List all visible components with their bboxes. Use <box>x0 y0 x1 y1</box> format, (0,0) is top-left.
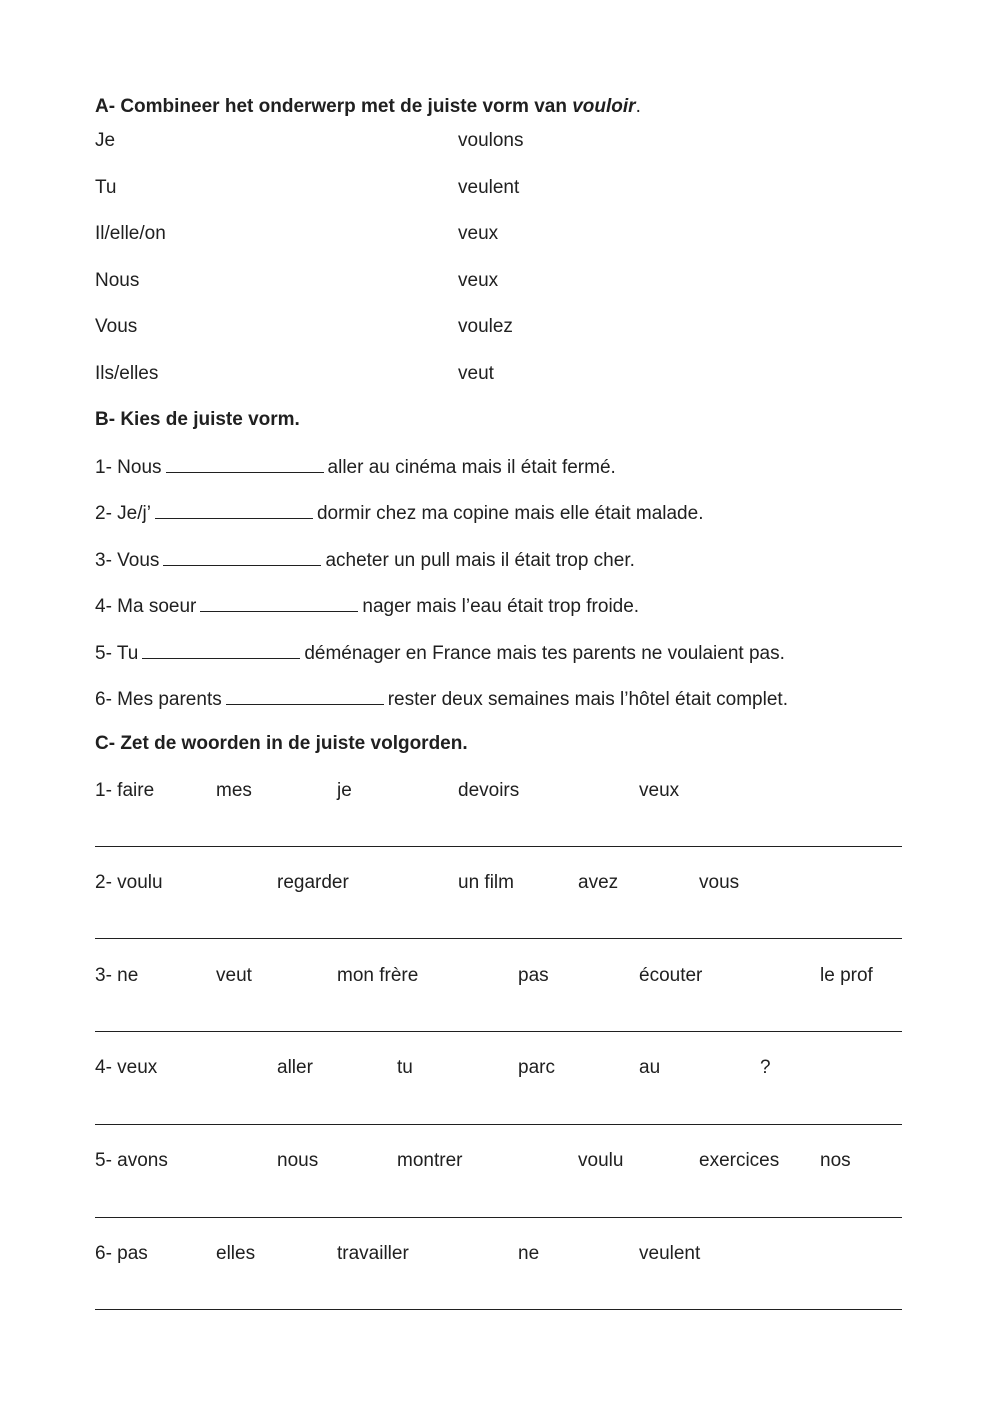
verb-form-item: veux <box>458 223 499 244</box>
scrambled-word: ? <box>760 1057 771 1078</box>
sentence-end: acheter un pull mais il était trop cher. <box>325 550 635 571</box>
answer-blank[interactable] <box>226 687 384 705</box>
fill-in-sentence <box>95 501 703 525</box>
scrambled-word: je <box>337 780 352 801</box>
scrambled-word: voulu <box>578 1150 624 1171</box>
fill-in-sentence <box>95 641 785 665</box>
scrambled-word: au <box>639 1057 661 1078</box>
verb-form-item: veux <box>458 270 499 291</box>
answer-line[interactable] <box>95 1031 902 1032</box>
scrambled-word: montrer <box>397 1150 463 1171</box>
scrambled-word: mes <box>216 780 252 801</box>
scrambled-word: travailler <box>337 1243 409 1264</box>
scrambled-word: veut <box>216 965 252 986</box>
subject-item: Tu <box>95 177 117 198</box>
answer-blank[interactable] <box>166 455 324 473</box>
scrambled-word: exercices <box>699 1150 780 1171</box>
sentence-end: dormir chez ma copine mais elle était malade. <box>316 503 704 524</box>
fill-in-sentence <box>95 455 616 479</box>
sentence-start: 6- Mes parents <box>95 689 222 710</box>
sentence-end: rester deux semaines mais l’hôtel était complet. <box>387 689 788 710</box>
scrambled-word: veulent <box>639 1243 701 1264</box>
scrambled-word: 3- ne <box>95 965 139 986</box>
verb-form-item: voulons <box>458 130 524 151</box>
fill-in-sentence <box>95 687 788 711</box>
section-c-heading: C- Zet de woorden in de juiste volgorden. <box>95 733 468 754</box>
section-a-heading-prefix: A- Combineer het onderwerp met de juiste vorm van <box>95 96 573 117</box>
scrambled-word: nos <box>820 1150 851 1171</box>
scrambled-word: ne <box>518 1243 540 1264</box>
scrambled-word: aller <box>277 1057 313 1078</box>
scrambled-word: regarder <box>277 872 349 893</box>
scrambled-word: 5- avons <box>95 1150 168 1171</box>
scrambled-word: écouter <box>639 965 703 986</box>
answer-blank[interactable] <box>155 501 313 519</box>
subject-item: Ils/elles <box>95 363 159 384</box>
answer-blank[interactable] <box>200 594 358 612</box>
fill-in-sentence <box>95 548 635 572</box>
scrambled-word: mon frère <box>337 965 419 986</box>
answer-line[interactable] <box>95 846 902 847</box>
section-a-heading-suffix: . <box>635 96 641 117</box>
scrambled-word: pas <box>518 965 549 986</box>
sentence-start: 5- Tu <box>95 643 139 664</box>
scrambled-word: veux <box>639 780 680 801</box>
sentence-end: nager mais l’eau était trop froide. <box>362 596 640 617</box>
sentence-start: 2- Je/j’ <box>95 503 151 524</box>
scrambled-word: vous <box>699 872 740 893</box>
subject-item: Il/elle/on <box>95 223 166 244</box>
scrambled-word: un film <box>458 872 514 893</box>
scrambled-word: 2- voulu <box>95 872 163 893</box>
sentence-start: 1- Nous <box>95 457 162 478</box>
subject-item: Nous <box>95 270 140 291</box>
scrambled-word: elles <box>216 1243 256 1264</box>
verb-form-item: veut <box>458 363 494 384</box>
scrambled-word: 1- faire <box>95 780 155 801</box>
section-b-heading: B- Kies de juiste vorm. <box>95 409 300 430</box>
verb-form-item: veulent <box>458 177 520 198</box>
answer-line[interactable] <box>95 1309 902 1310</box>
verb-form-item: voulez <box>458 316 513 337</box>
scrambled-word: avez <box>578 872 619 893</box>
sentence-start: 4- Ma soeur <box>95 596 197 617</box>
sentence-start: 3- Vous <box>95 550 160 571</box>
sentence-end: aller au cinéma mais il était fermé. <box>327 457 616 478</box>
scrambled-word: 4- veux <box>95 1057 158 1078</box>
sentence-end: déménager en France mais tes parents ne voulaient pas. <box>304 643 785 664</box>
scrambled-word: le prof <box>820 965 873 986</box>
answer-line[interactable] <box>95 938 902 939</box>
scrambled-word: parc <box>518 1057 555 1078</box>
answer-blank[interactable] <box>142 641 300 659</box>
answer-line[interactable] <box>95 1217 902 1218</box>
subject-item: Vous <box>95 316 138 337</box>
scrambled-word: tu <box>397 1057 413 1078</box>
scrambled-word: devoirs <box>458 780 520 801</box>
section-a-heading-verb: vouloir <box>572 96 636 117</box>
fill-in-sentence <box>95 594 639 618</box>
subject-item: Je <box>95 130 116 151</box>
scrambled-word: 6- pas <box>95 1243 148 1264</box>
section-a-heading <box>95 96 641 118</box>
answer-blank[interactable] <box>163 548 321 566</box>
scrambled-word: nous <box>277 1150 319 1171</box>
answer-line[interactable] <box>95 1124 902 1125</box>
